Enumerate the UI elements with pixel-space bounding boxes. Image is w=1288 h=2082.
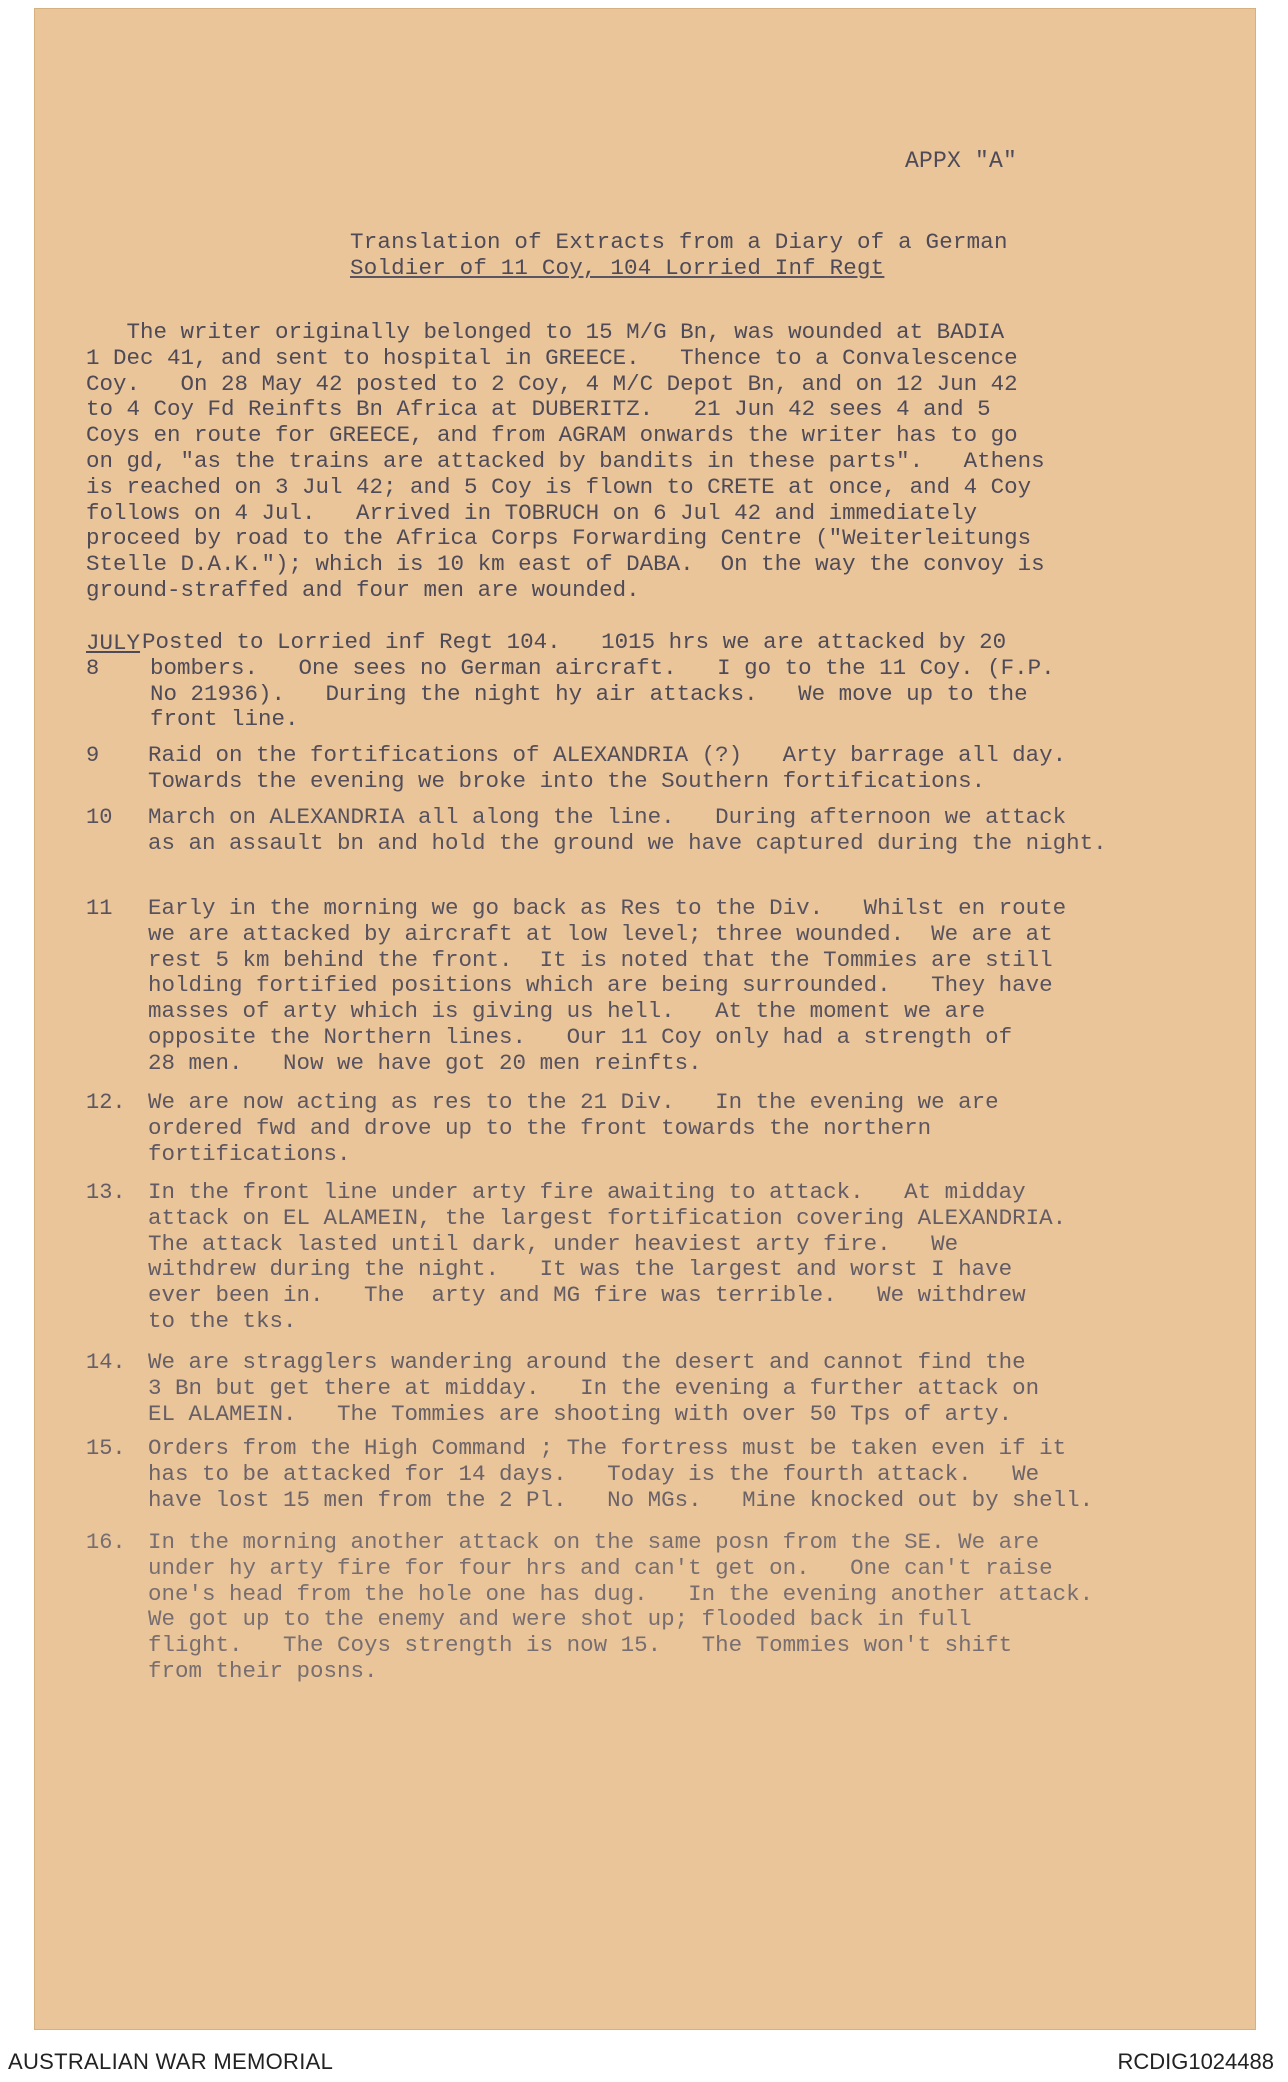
intro-line: Coys en route for GREECE, and from AGRAM onwards the writer has to go (86, 422, 1018, 449)
entry-line: we are attacked by aircraft at low level; three wounded. We are at (148, 920, 1053, 947)
entry-day: 13. (86, 1180, 126, 1205)
entry-text (148, 1530, 1093, 1685)
entry-line: March on ALEXANDRIA all along the line. During afternoon we attack (148, 804, 1067, 830)
document-title-line1: Translation of Extracts from a Diary of a German (350, 229, 1008, 255)
entry-line: ever been in. The arty and MG fire was terrible. We withdrew (148, 1282, 1026, 1309)
entry-line: front line. (150, 706, 299, 733)
entry-line: No 21936). During the night hy air attacks. We move up to the (150, 680, 1028, 707)
entry-line: 28 men. Now we have got 20 men reinfts. (148, 1049, 702, 1076)
entry-line: as an assault bn and hold the ground we have captured during the night. (148, 829, 1107, 856)
entry-line: The attack lasted until dark, under heaviest arty fire. We (148, 1230, 959, 1257)
entry-day: 15. (86, 1436, 126, 1461)
entry-line: Early in the morning we go back as Res to the Div. Whilst en route (148, 895, 1067, 921)
entry-line: flight. The Coys strength is now 15. The Tommies won't shift (148, 1632, 1013, 1659)
entry-line: to the tks. (148, 1307, 297, 1334)
entry-line: 3 Bn but get there at midday. In the evening a further attack on (148, 1374, 1040, 1401)
entry-line: We are stragglers wandering around the desert and cannot find the (148, 1349, 1026, 1375)
entry-line: bombers. One sees no German aircraft. I go to the 11 Coy. (F.P. (150, 654, 1055, 681)
entry-text (148, 1350, 1039, 1427)
entry-line: EL ALAMEIN. The Tommies are shooting with over 50 Tps of arty. (148, 1400, 1013, 1427)
document-title-line2: Soldier of 11 Coy, 104 Lorried Inf Regt (350, 255, 885, 281)
entry-day: 16. (86, 1530, 126, 1555)
entry-text (148, 805, 1107, 857)
entry-line: have lost 15 men from the 2 Pl. No MGs. Mine knocked out by shell. (148, 1486, 1094, 1513)
entry-text (148, 743, 1066, 795)
entry-line: attack on EL ALAMEIN, the largest fortification covering ALEXANDRIA. (148, 1204, 1067, 1231)
entry-day: 11 (86, 896, 113, 921)
intro-line: proceed by road to the Africa Corps Forwarding Centre ("Weiterleitungs (86, 525, 1032, 552)
entry-line: holding fortified positions which are being surrounded. They have (148, 972, 1053, 999)
intro-line: 1 Dec 41, and sent to hospital in GREECE. Thence to a Convalescence (86, 344, 1018, 371)
entry-day: 9 (86, 743, 100, 768)
intro-line: follows on 4 Jul. Arrived in TOBRUCH on 6 Jul 42 and immediately (86, 499, 978, 526)
month-label: JULY (86, 630, 141, 656)
entry-line: ordered fwd and drove up to the front towards the northern (148, 1114, 932, 1141)
entry-text (148, 1180, 1066, 1335)
entry-line: Orders from the High Command ; The fortress must be taken even if it (148, 1435, 1067, 1461)
entry-line: Posted to Lorried inf Regt 104. 1015 hrs we are attacked by 20 (142, 629, 1007, 655)
intro-line: on gd, "as the trains are attacked by bandits in these parts". Athens (86, 447, 1045, 474)
entry-text (148, 1090, 999, 1167)
entry-line: withdrew during the night. It was the largest and worst I have (148, 1256, 1013, 1283)
entry-line: has to be attacked for 14 days. Today is the fourth attack. We (148, 1460, 1040, 1487)
entry-day: 10 (86, 805, 113, 830)
footer-institution: AUSTRALIAN WAR MEMORIAL (8, 2049, 334, 2074)
entry-line: from their posns. (148, 1657, 378, 1684)
intro-line: Coy. On 28 May 42 posted to 2 Coy, 4 M/C Depot Bn, and on 12 Jun 42 (86, 370, 1018, 397)
intro-line: to 4 Coy Fd Reinfts Bn Africa at DUBERITZ. 21 Jun 42 sees 4 and 5 (86, 396, 991, 423)
entry-line: masses of arty which is giving us hell. At the moment we are (148, 998, 986, 1025)
entry-line: rest 5 km behind the front. It is noted that the Tommies are still (148, 946, 1053, 973)
entry-line: We are now acting as res to the 21 Div. In the evening we are (148, 1089, 999, 1115)
entry-day: 12. (86, 1090, 126, 1115)
entry-day: 14. (86, 1350, 126, 1375)
intro-line: The writer originally belonged to 15 M/G Bn, was wounded at BADIA (86, 319, 1005, 345)
entry-line: We got up to the enemy and were shot up; flooded back in full (148, 1606, 972, 1633)
footer-record-id: RCDIG1024488 (1117, 2049, 1274, 2074)
entry-day: 8 (86, 656, 100, 681)
intro-line: Stelle D.A.K."); which is 10 km east of DABA. On the way the convoy is (86, 551, 1045, 578)
appendix-label: APPX "A" (905, 148, 1018, 174)
intro-line: ground-straffed and four men are wounded. (86, 576, 640, 603)
entry-line: Raid on the fortifications of ALEXANDRIA (?) Arty barrage all day. (148, 742, 1067, 768)
entry-line: In the morning another attack on the same posn from the SE. We are (148, 1529, 1040, 1555)
entry-text (148, 896, 1066, 1077)
entry-text (148, 1436, 1093, 1513)
entry-line: In the front line under arty fire awaiting to attack. At midday (148, 1179, 1026, 1205)
entry-line: fortifications. (148, 1140, 351, 1167)
entry-line: under hy arty fire for four hrs and can't get on. One can't raise (148, 1554, 1053, 1581)
entry-line: opposite the Northern lines. Our 11 Coy only had a strength of (148, 1023, 1013, 1050)
intro-paragraph (86, 320, 1045, 604)
intro-line: is reached on 3 Jul 42; and 5 Coy is flown to CRETE at once, and 4 Coy (86, 473, 1032, 500)
entry-text (142, 629, 1055, 733)
entry-line: one's head from the hole one has dug. In the evening another attack. (148, 1580, 1094, 1607)
entry-line: Towards the evening we broke into the Southern fortifications. (148, 767, 986, 794)
